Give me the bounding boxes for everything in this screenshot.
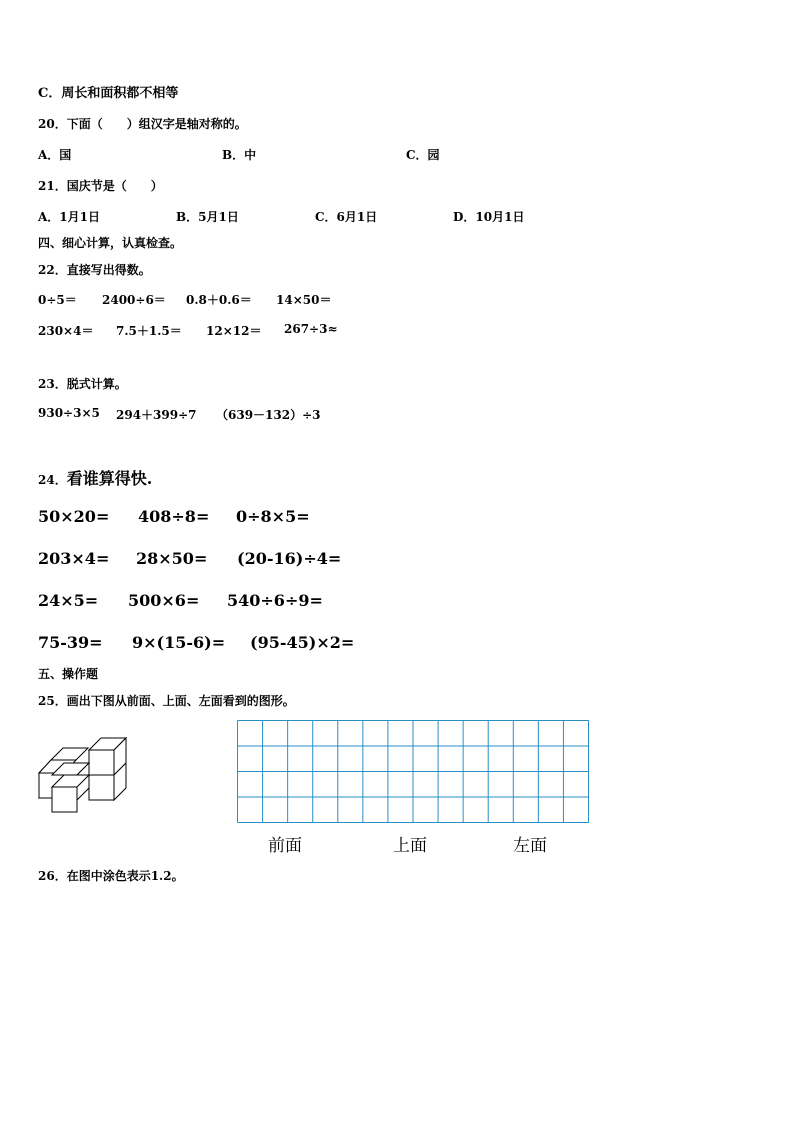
- q21-option-d: D．10月1日: [453, 210, 525, 224]
- view-label-left: 左面: [513, 836, 547, 856]
- q20-stem: 20．下面（ ）组汉字是轴对称的。: [38, 117, 247, 131]
- section-4-title: 四、细心计算，认真检查。: [38, 236, 183, 250]
- q22-item: 230×4＝: [38, 324, 94, 338]
- q20-option-b: B．中: [222, 148, 257, 162]
- q24-item: 540÷6÷9=: [227, 591, 323, 610]
- q19-option-c: C．周长和面积都不相等: [38, 86, 179, 101]
- q20-option-c: C．园: [406, 148, 440, 162]
- q22-item: 7.5＋1.5＝: [116, 324, 182, 338]
- q24-item: 203×4=: [38, 549, 110, 568]
- q22-item: 0.8＋0.6＝: [186, 293, 252, 307]
- q22-item: 0÷5＝: [38, 293, 77, 307]
- q24-title: 看谁算得快.: [66, 469, 153, 488]
- q24-number: 24．: [38, 473, 67, 487]
- q25-stem: 25．画出下图从前面、上面、左面看到的图形。: [38, 694, 295, 708]
- q22-item: 2400÷6＝: [102, 293, 166, 307]
- view-label-top: 上面: [393, 836, 427, 856]
- section-5-title: 五、操作题: [38, 667, 99, 681]
- q24-item: 0÷8×5=: [236, 507, 310, 526]
- q23-item: 930÷3×5: [38, 406, 100, 420]
- q24-item: (95-45)×2=: [250, 633, 355, 652]
- q22-stem: 22．直接写出得数。: [38, 263, 151, 277]
- q24-item: 500×6=: [128, 591, 200, 610]
- q23-item: （639－132）÷3: [216, 408, 321, 422]
- q20-option-a: A．国: [38, 148, 72, 162]
- q24-item: 24×5=: [38, 591, 99, 610]
- q26-stem: 26．在图中涂色表示1.2。: [38, 869, 184, 883]
- q24-item: 28×50=: [136, 549, 208, 568]
- q24-title-line: [38, 466, 152, 489]
- drawing-grid: [237, 720, 589, 823]
- q21-stem: 21．国庆节是（ ）: [38, 179, 163, 193]
- q24-item: 9×(15-6)=: [132, 633, 226, 652]
- q21-option-a: A．1月1日: [38, 210, 101, 224]
- q24-item: (20-16)÷4=: [237, 549, 342, 568]
- q23-stem: 23．脱式计算。: [38, 377, 127, 391]
- q23-item: 294＋399÷7: [116, 408, 197, 422]
- q24-item: 50×20=: [38, 507, 110, 526]
- q22-item: 14×50＝: [276, 293, 332, 307]
- q22-item: 12×12＝: [206, 324, 262, 338]
- cube-stack-figure: [38, 735, 130, 813]
- q24-item: 408÷8=: [138, 507, 210, 526]
- q24-item: 75-39=: [38, 633, 103, 652]
- q22-item: 267÷3≈: [284, 322, 338, 336]
- view-label-front: 前面: [268, 836, 302, 856]
- q21-option-b: B．5月1日: [176, 210, 239, 224]
- q21-option-c: C．6月1日: [315, 210, 378, 224]
